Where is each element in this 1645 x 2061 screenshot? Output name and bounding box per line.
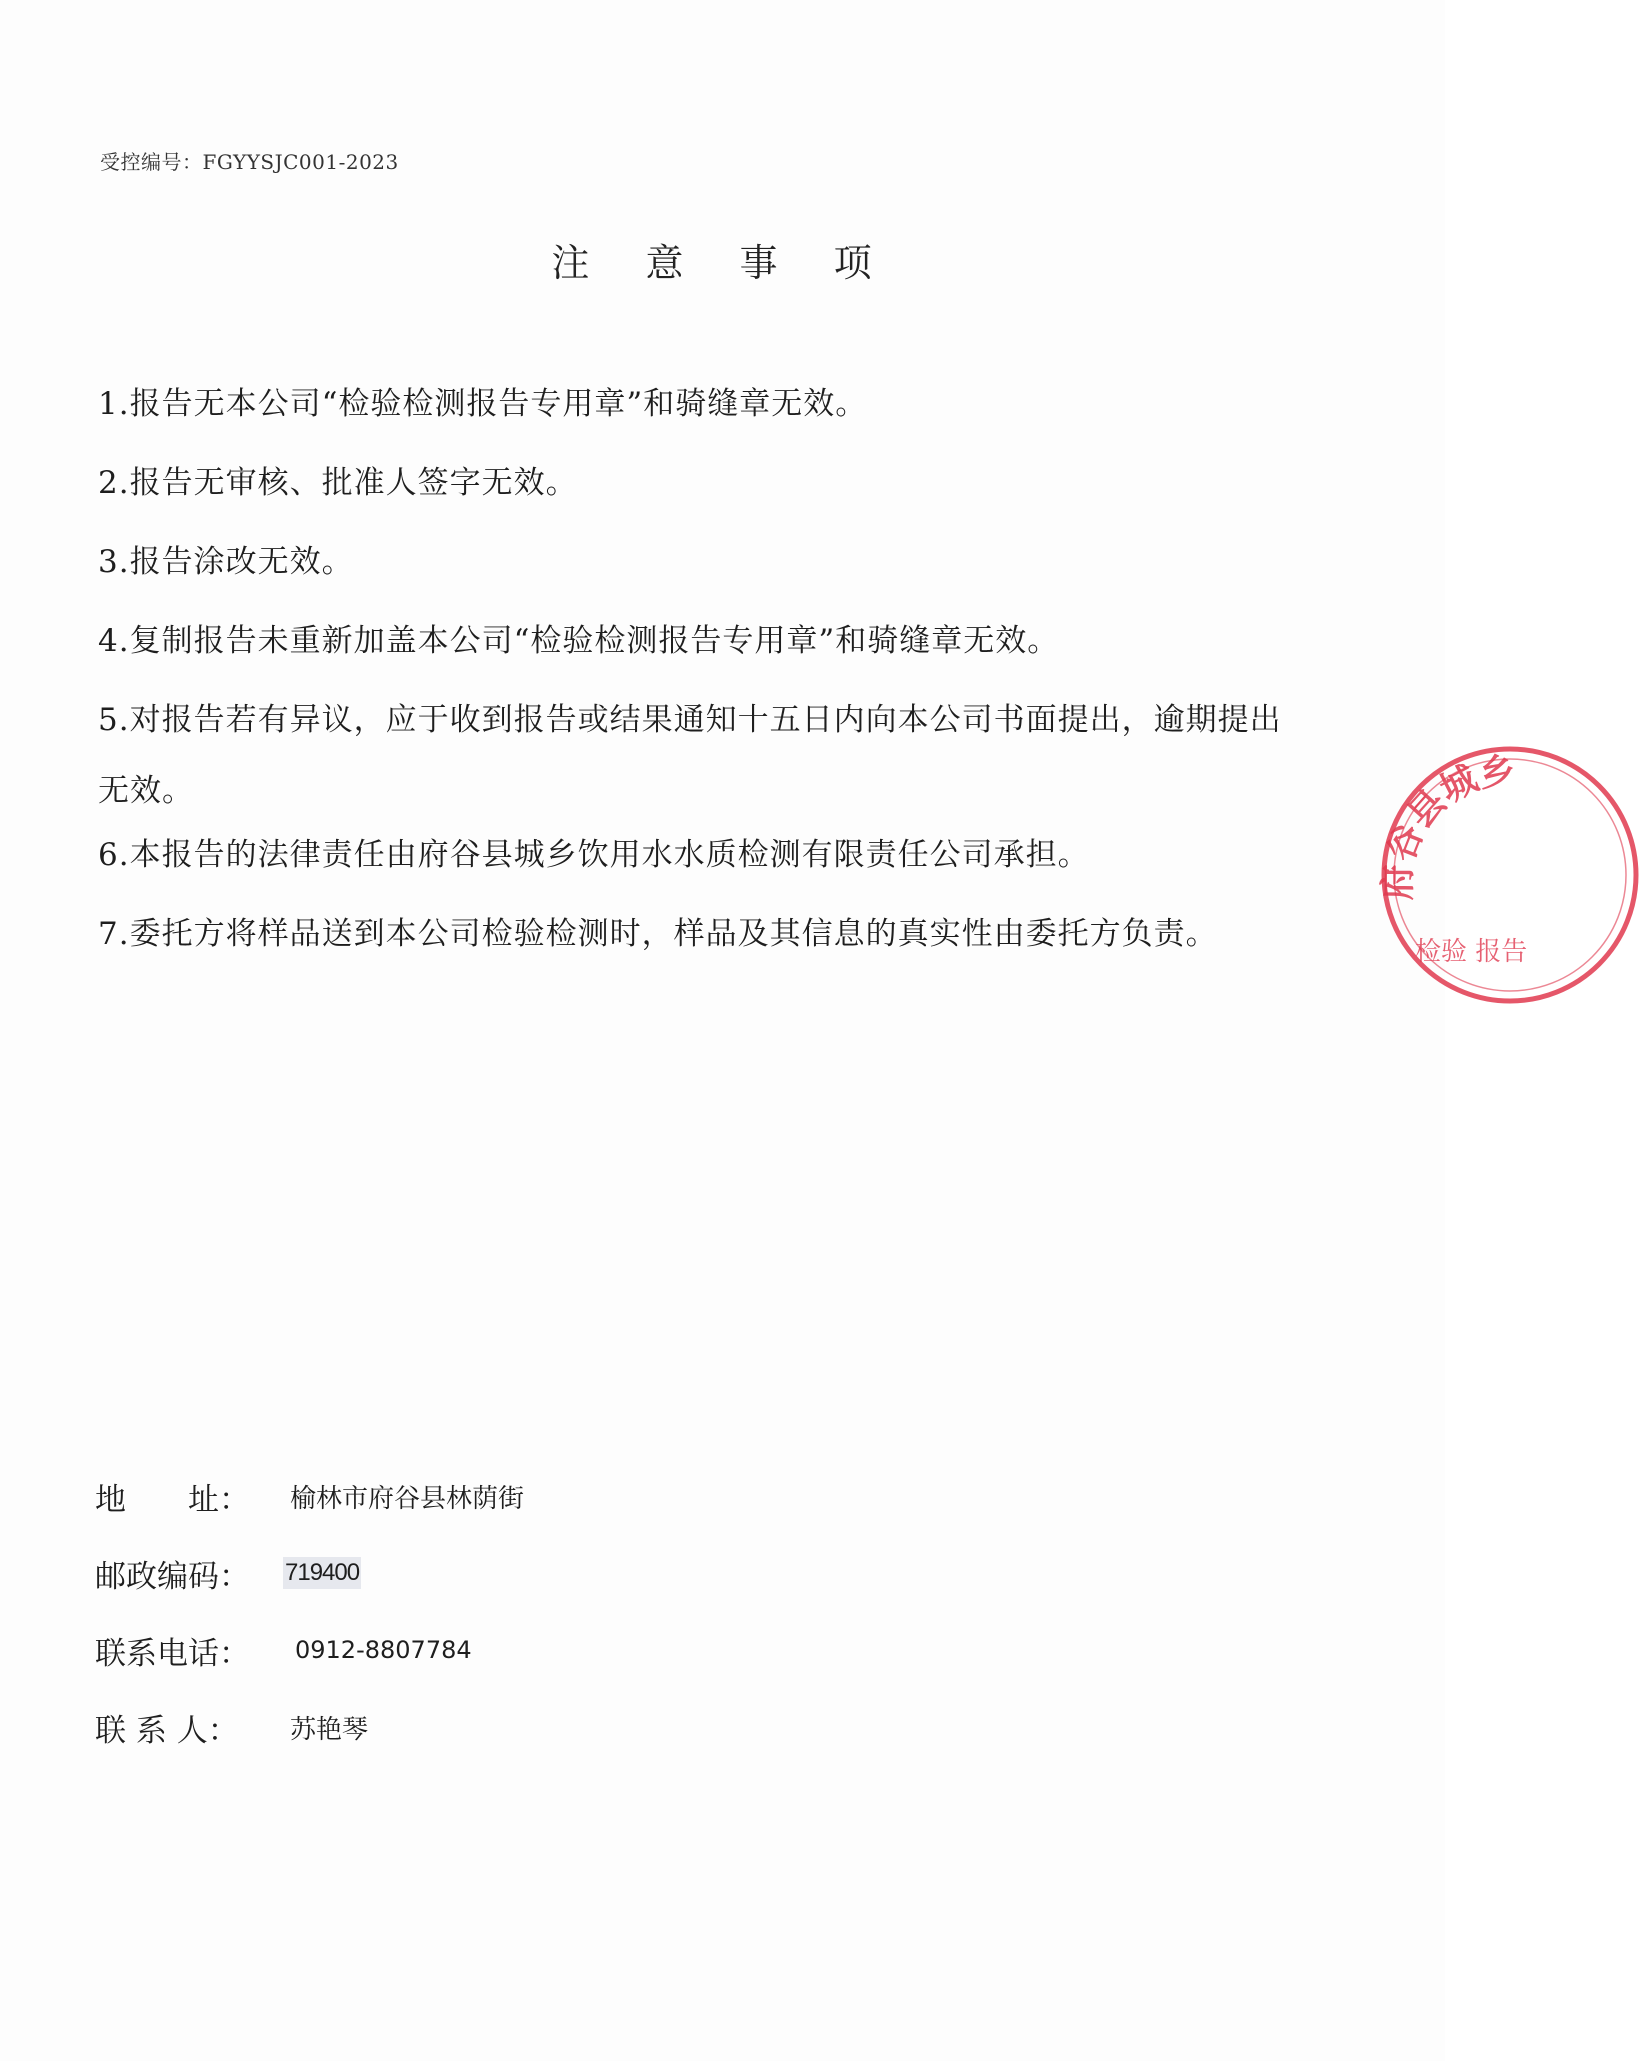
contact-postcode (95, 1551, 995, 1596)
contact-person (95, 1705, 995, 1750)
control-number-label: 受控编号： (100, 150, 203, 174)
seal-arc-text: 府谷县城乡 (1376, 749, 1518, 901)
notice-item-5: 5.对报告若有异议，应于收到报告或结果通知十五日内向本公司书面提出，逾期提出无效。 (98, 702, 1282, 809)
notice-item-6: 6.本报告的法律责任由府谷县城乡饮用水水质检测有限责任公司承担。 (98, 837, 1090, 873)
notice-list (98, 384, 1308, 993)
control-number-value: FGYYSJC001-2023 (202, 150, 399, 174)
person-value: 苏艳琴 (290, 1715, 369, 1745)
person-label: 联 系 人： (95, 1713, 239, 1749)
phone-value: 0912-8807784 (295, 1636, 472, 1664)
notice-item-4: 4.复制报告未重新加盖本公司“检验检测报告专用章”和骑缝章无效。 (98, 623, 1060, 659)
contact-phone (95, 1628, 995, 1673)
notice-item-7: 7.委托方将样品送到本公司检验检测时，样品及其信息的真实性由委托方负责。 (98, 916, 1218, 952)
postcode-value: 719400 (283, 1557, 361, 1589)
company-seal-stamp (1375, 740, 1645, 1010)
postcode-label: 邮政编码： (95, 1559, 250, 1595)
page-title: 注 意 事 项 (551, 241, 894, 285)
phone-label: 联系电话： (95, 1636, 250, 1672)
address-label: 地 址： (95, 1482, 250, 1518)
seal-bottom-text: 检验 报告 (1415, 937, 1528, 967)
address-value: 榆林市府谷县林荫街 (290, 1484, 525, 1514)
notice-item-3: 3.报告涂改无效。 (98, 544, 354, 580)
notice-item-2: 2.报告无审核、批准人签字无效。 (98, 465, 578, 501)
contact-address (95, 1474, 995, 1519)
notice-item-1: 1.报告无本公司“检验检测报告专用章”和骑缝章无效。 (98, 386, 868, 422)
control-number (100, 146, 399, 175)
